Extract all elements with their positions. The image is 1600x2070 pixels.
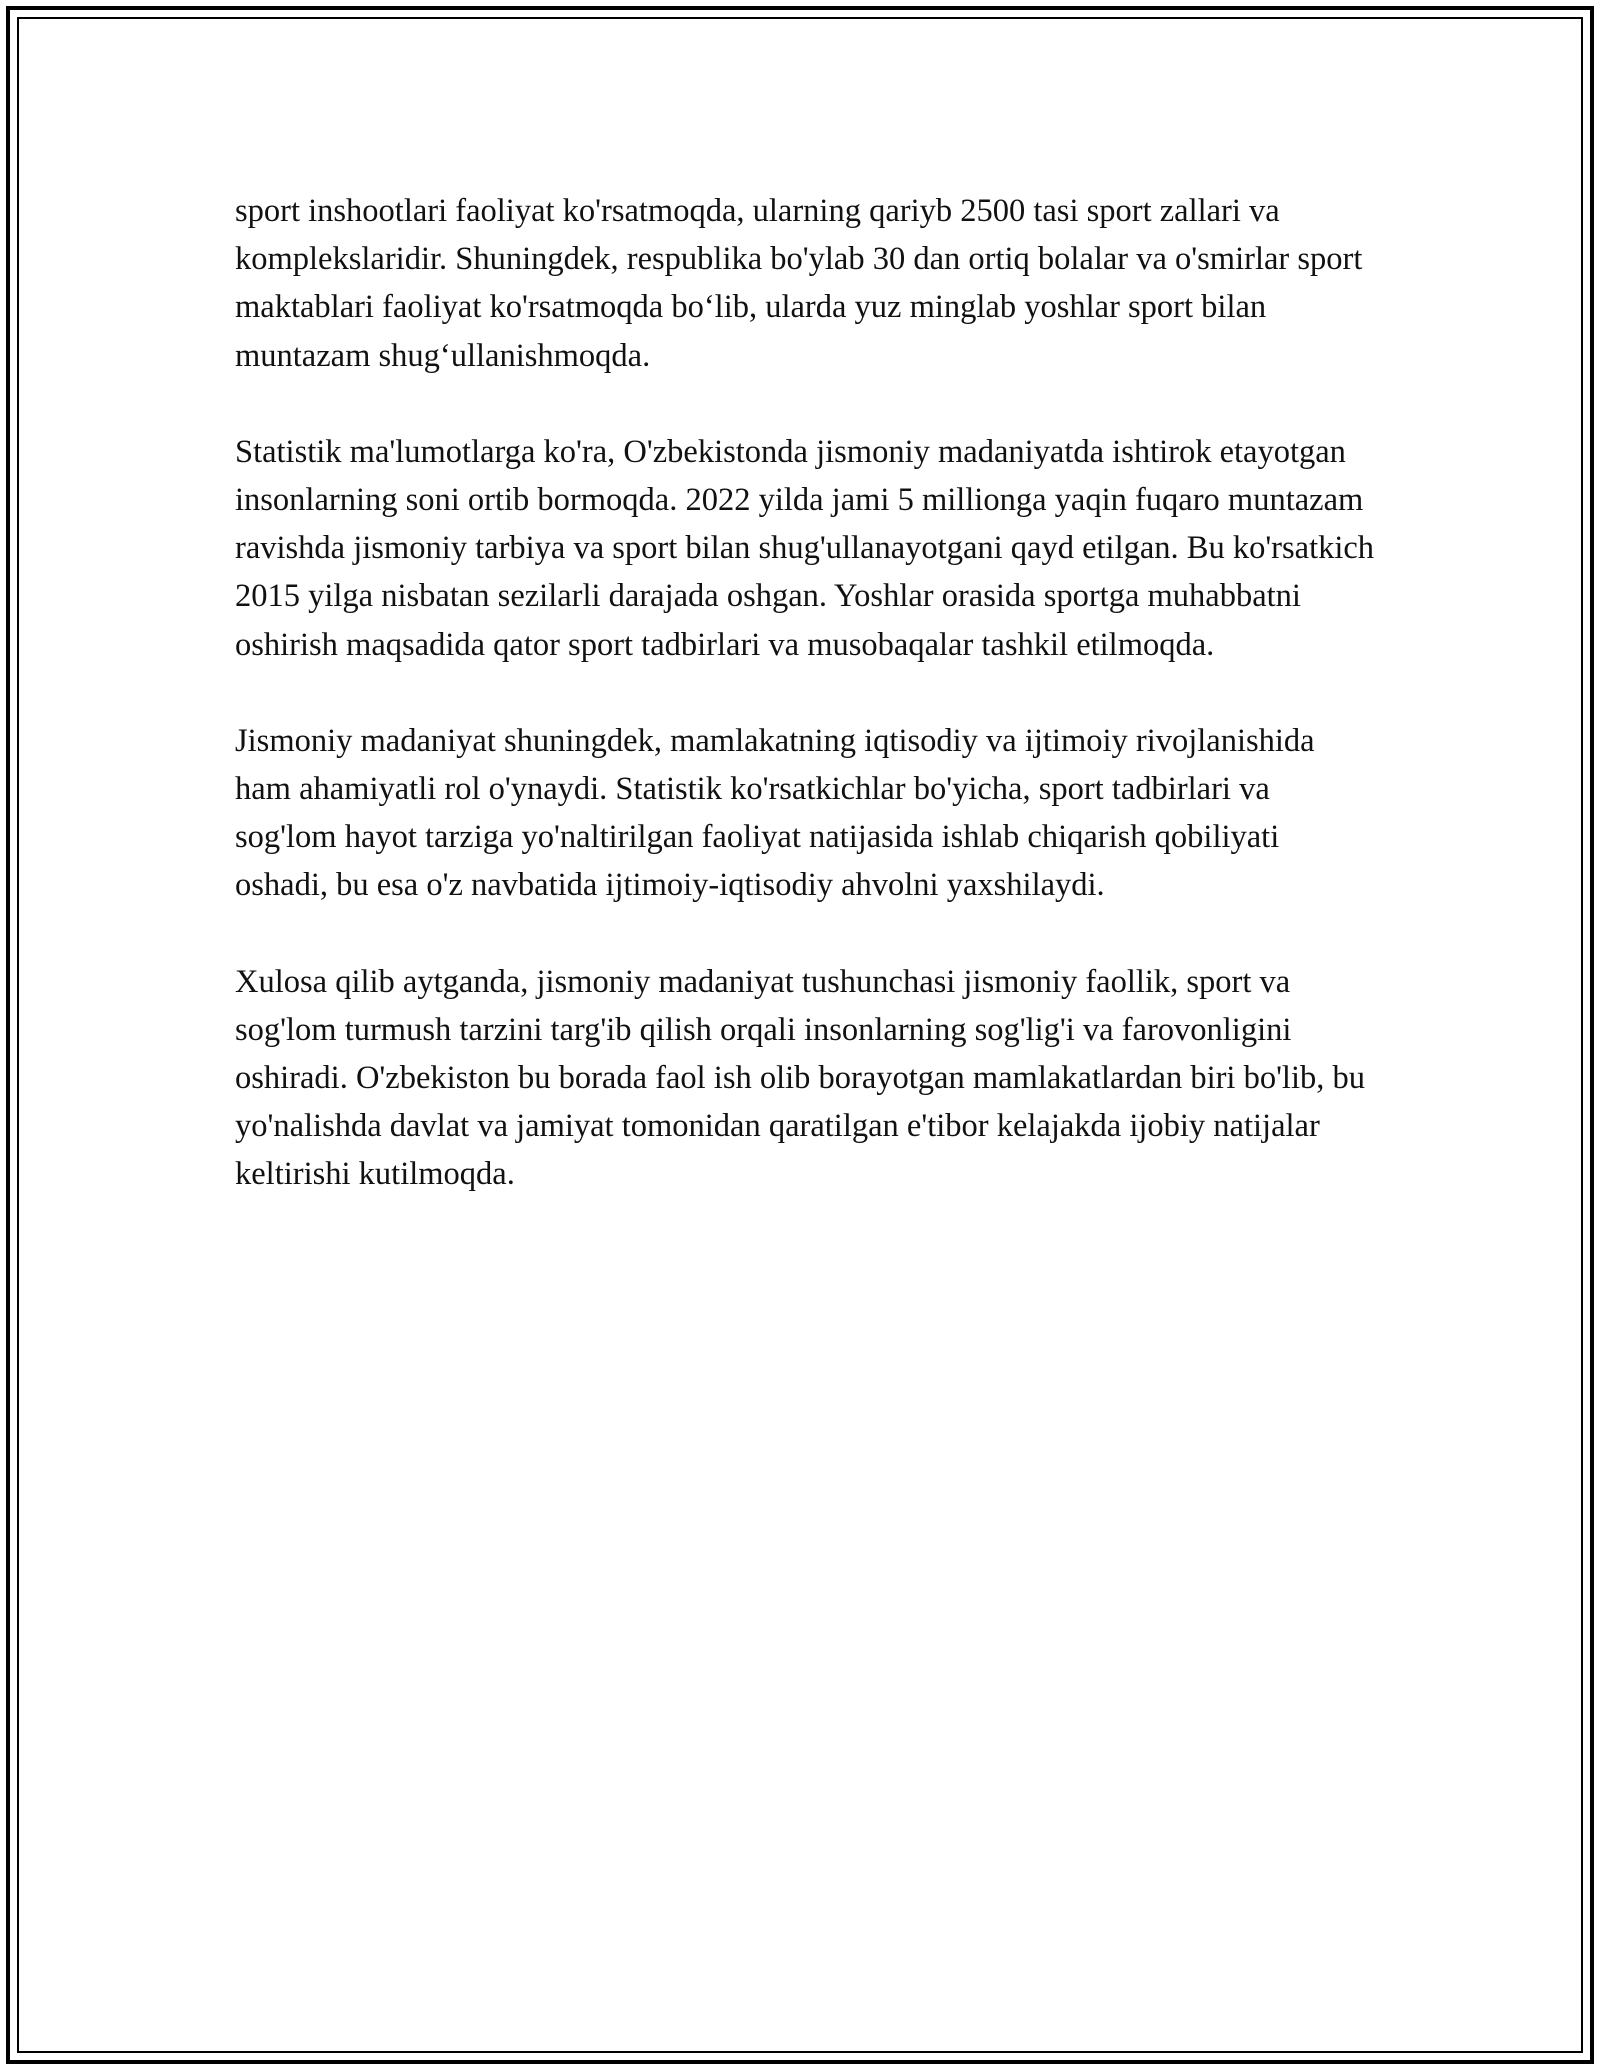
document-body bbox=[235, 187, 1375, 1247]
paragraph-statistics: Statistik ma'lumotlarga ko'ra, O'zbekistonda jismoniy madaniyatda ishtirok etayotgan insonlarning soni ortib bormoqda. 2022 yilda jami 5 millionga yaqin fuqaro muntazam ravishda jismoniy tarbiya va sport bilan shug'ullanayotgani qayd etilgan. Bu ko'rsatkich 2015 yilga nisbatan sezilarli darajada oshgan. Yoshlar orasida sportga muhabbatni oshirish maqsadida qator sport tadbirlari va musobaqalar tashkil etilmoqda. bbox=[235, 433, 1375, 663]
paragraph-sport-facilities: sport inshootlari faoliyat ko'rsatmoqda, ularning qariyb 2500 tasi sport zallari va komplekslaridir. Shuningdek, respublika bo'ylab 30 dan ortiq bolalar va o'smirlar sport maktablari faoliyat ko'rsatmoqda bo‘lib, ularda yuz minglab yoshlar sport bilan muntazam shug‘ullanishmoqda. bbox=[235, 193, 1363, 374]
paragraph-economic-role: Jismoniy madaniyat shuningdek, mamlakatning iqtisodiy va ijtimoiy rivojlanishida ham ahamiyatli rol o'ynaydi. Statistik ko'rsatkichlar bo'yicha, sport tadbirlari va sog'lom hayot tarziga yo'naltirilgan faoliyat natijasida ishlab chiqarish qobiliyati oshadi, bu esa o'z navbatida ijtimoiy-iqtisodiy ahvolni yaxshilaydi. bbox=[235, 722, 1315, 904]
paragraph-conclusion: Xulosa qilib aytganda, jismoniy madaniyat tushunchasi jismoniy faollik, sport va sog'lom turmush tarzini targ'ib qilish orqali insonlarning sog'lig'i va farovonligini oshiradi. O'zbekiston bu borada faol ish olib borayotgan mamlakatlardan biri bo'lib, bu yo'nalishda davlat va jamiyat tomonidan qaratilgan e'tibor kelajakda ijobiy natijalar keltirishi kutilmoqda. bbox=[235, 963, 1365, 1193]
